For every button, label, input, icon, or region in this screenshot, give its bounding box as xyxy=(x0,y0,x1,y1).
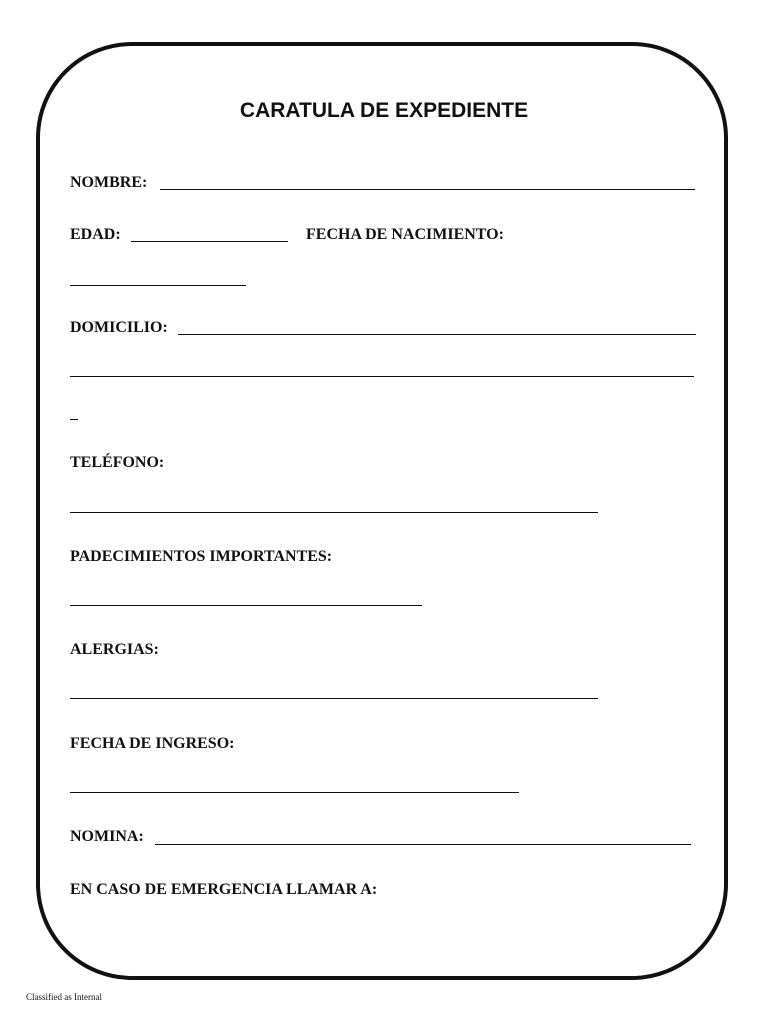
nomina-field-line[interactable] xyxy=(155,844,691,845)
edad-field-line[interactable] xyxy=(131,241,288,242)
padecimientos-field-line[interactable] xyxy=(70,605,422,606)
emergencia-label: EN CASO DE EMERGENCIA LLAMAR A: xyxy=(70,881,378,898)
alergias-label: ALERGIAS: xyxy=(70,641,159,658)
fecha-nacimiento-label: FECHA DE NACIMIENTO: xyxy=(306,226,504,243)
form-title: CARATULA DE EXPEDIENTE xyxy=(239,99,529,122)
edad-label: EDAD: xyxy=(70,226,121,243)
fecha-ingreso-field-line[interactable] xyxy=(70,792,519,793)
domicilio-continuation-dash xyxy=(70,419,78,420)
fecha-ingreso-label: FECHA DE INGRESO: xyxy=(70,735,235,752)
padecimientos-label: PADECIMIENTOS IMPORTANTES: xyxy=(70,548,333,565)
nombre-field-line[interactable] xyxy=(160,189,695,190)
domicilio-label: DOMICILIO: xyxy=(70,319,168,336)
domicilio-field-line-2[interactable] xyxy=(70,376,694,377)
nombre-label: NOMBRE: xyxy=(70,174,148,191)
nomina-label: NOMINA: xyxy=(70,828,144,845)
alergias-field-line[interactable] xyxy=(70,698,598,699)
telefono-label: TELÉFONO: xyxy=(70,454,165,471)
classification-footer: Classified as Internal xyxy=(26,992,102,1002)
fecha-nacimiento-field-line[interactable] xyxy=(70,285,246,286)
domicilio-field-line-1[interactable] xyxy=(178,334,696,335)
telefono-field-line[interactable] xyxy=(70,512,598,513)
